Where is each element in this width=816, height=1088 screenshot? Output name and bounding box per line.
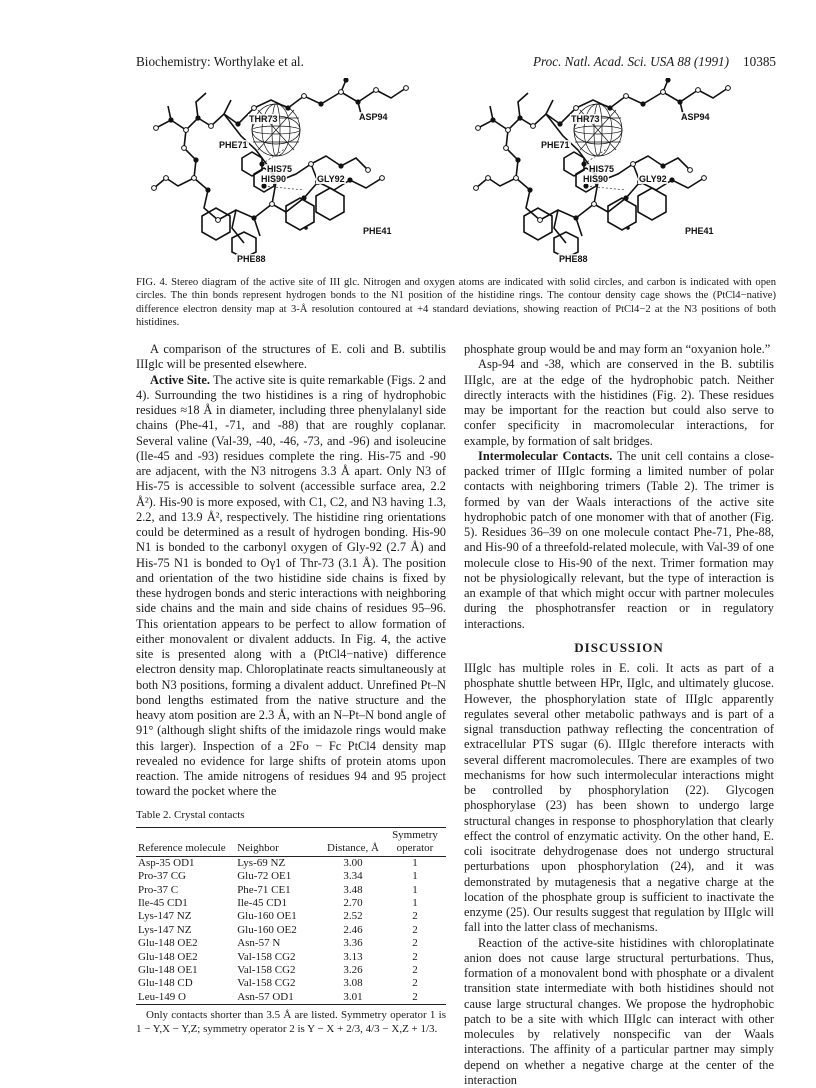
table-body (136, 856, 446, 1004)
cell-reference: Leu-149 O (136, 991, 235, 1005)
col-distance: Distance, Å (322, 827, 384, 856)
cell-neighbor: Ile-45 CD1 (235, 897, 322, 910)
label-his90: HIS90 (582, 174, 609, 184)
cell-symmetry: 2 (384, 937, 446, 950)
cell-symmetry: 2 (384, 910, 446, 923)
stereo-panel-right (462, 78, 762, 268)
active-site-paragraph (136, 373, 446, 800)
crystal-contacts-table (136, 827, 446, 1005)
cell-reference: Glu-148 OE2 (136, 937, 235, 950)
table-row (136, 977, 446, 990)
cell-reference: Glu-148 OE1 (136, 964, 235, 977)
cell-symmetry: 1 (384, 884, 446, 897)
label-phe88: PHE88 (558, 254, 589, 264)
col-neighbor: Neighbor (235, 827, 322, 856)
cell-reference: Glu-148 CD (136, 977, 235, 990)
stereo-figure (136, 78, 776, 268)
intermolecular-text: The unit cell contains a close-packed trimer of IIIglc forming a limited number of polar contacts with neighboring trimers (Table 2). The trimer is formed by van der Waals interactions of the active site hydrophobic patch of one monomer with that of another (Fig. 5). Residues 36–39 on one molecule contact Phe-71, Phe-88, and His-90 of a threefold-related molecule, with Val-39 of one molecule close to His-90 of the next. Trimer formation may not be physiologically relevant, but the type of interaction is an example of that which might occur with partner molecules during the phosphotransfer reaction or in regulatory interactions. (464, 449, 774, 631)
cell-distance: 3.26 (322, 964, 384, 977)
label-phe88: PHE88 (236, 254, 267, 264)
cell-neighbor: Glu-160 OE2 (235, 924, 322, 937)
cell-neighbor: Glu-72 OE1 (235, 870, 322, 883)
cell-symmetry: 2 (384, 924, 446, 937)
cell-neighbor: Asn-57 OD1 (235, 991, 322, 1005)
label-asp94: ASP94 (680, 112, 711, 122)
discussion-paragraph-1: IIIglc has multiple roles in E. coli. It acts as part of a phosphate shuttle between HPr, IIglc, and ultimately glucose. However, the phosphorylation state of IIIglc apparently regulates several other metabolic pathways and is part of a signal transduction pathway reflecting the concentration of extracellular PTS sugar (6). IIIglc therefore interacts with several different macromolecules. There are examples of two mechanisms for how such intermolecular interactions might be controlled by phosphorylation (22). Glycogen phosphorylase (23) has been shown to undergo large structural changes in response to phosphorylation that clearly effect the control of enzymatic activity. On the other hand, E. coli isocitrate dehydrogenase does not undergo structural perturbations upon phosphorylation (24), and it was demonstrated by mutagenesis that a negative charge at the location of the phosphate group is sufficient to inactivate the enzyme (25). Our results suggest that regulation by IIIglc will fall into the latter class of mechanisms. (464, 661, 774, 936)
cell-distance: 3.34 (322, 870, 384, 883)
label-his90: HIS90 (260, 174, 287, 184)
cell-neighbor: Lys-69 NZ (235, 856, 322, 870)
cell-reference: Lys-147 NZ (136, 924, 235, 937)
oxyanion-paragraph: phosphate group would be and may form an “oxyanion hole.” (464, 342, 774, 357)
journal-citation: Proc. Natl. Acad. Sci. USA 88 (1991) (533, 54, 729, 69)
label-thr73: THR73 (248, 114, 279, 124)
table-row (136, 870, 446, 883)
cell-reference: Asp-35 OD1 (136, 856, 235, 870)
comparison-paragraph: A comparison of the structures of E. coli and B. subtilis IIIglc will be presented elsewhere. (136, 342, 446, 373)
cell-distance: 3.13 (322, 951, 384, 964)
cell-reference: Ile-45 CD1 (136, 897, 235, 910)
cell-symmetry: 2 (384, 964, 446, 977)
cell-symmetry: 2 (384, 977, 446, 990)
cell-distance: 3.48 (322, 884, 384, 897)
col-symmetry-operator: Symmetry operator (384, 827, 446, 856)
table-row (136, 937, 446, 950)
label-asp94: ASP94 (358, 112, 389, 122)
discussion-paragraph-2: Reaction of the active-site histidines with chloroplatinate anion does not cause large structural perturbations. Thus, formation of a monovalent bond with phosphate or a divalent transition state intermediate with both histidines should not cause large structural changes. We propose the hydrophobic patch to be a site with which IIIglc can interact with other molecules by relatively nonspecific van der Waals interactions. The affinity of a particular partner may simply depend on whether a negative charge at the center of the interaction (464, 936, 774, 1088)
cell-neighbor: Phe-71 CE1 (235, 884, 322, 897)
intermolecular-heading: Intermolecular Contacts. (478, 449, 612, 463)
intermolecular-paragraph (464, 449, 774, 632)
cell-reference: Pro-37 CG (136, 870, 235, 883)
label-phe41: PHE41 (684, 226, 715, 236)
label-phe71: PHE71 (218, 140, 249, 150)
header-authors: Biochemistry: Worthylake et al. (136, 54, 304, 70)
table-row (136, 924, 446, 937)
cell-neighbor: Val-158 CG2 (235, 964, 322, 977)
cell-neighbor: Val-158 CG2 (235, 951, 322, 964)
stereo-panel-left (136, 78, 436, 268)
table-footnote: Only contacts shorter than 3.5 Å are listed. Symmetry operator 1 is 1 − Y,X − Y,Z; symmetry operator 2 is Y − X + 2/3, 4/3 − X,Z + 1/3. (136, 1009, 446, 1036)
label-his75: HIS75 (266, 164, 293, 174)
cell-distance: 2.46 (322, 924, 384, 937)
cell-distance: 2.70 (322, 897, 384, 910)
cell-symmetry: 1 (384, 870, 446, 883)
cell-distance: 3.36 (322, 937, 384, 950)
left-column (136, 342, 446, 1036)
cell-neighbor: Val-158 CG2 (235, 977, 322, 990)
cell-reference: Glu-148 OE2 (136, 951, 235, 964)
table-row (136, 964, 446, 977)
discussion-heading: DISCUSSION (464, 640, 774, 655)
table-header-row (136, 827, 446, 856)
cell-distance: 3.01 (322, 991, 384, 1005)
table-title: Table 2. Crystal contacts (136, 808, 446, 823)
right-column (464, 342, 774, 1088)
cell-distance: 2.52 (322, 910, 384, 923)
cell-neighbor: Asn-57 N (235, 937, 322, 950)
label-gly92: GLY92 (638, 174, 668, 184)
cell-reference: Lys-147 NZ (136, 910, 235, 923)
table-row (136, 884, 446, 897)
cell-symmetry: 2 (384, 951, 446, 964)
figure-caption: FIG. 4. Stereo diagram of the active site of III glc. Nitrogen and oxygen atoms are indicated with solid circles, and carbon is indicated with open circles. The thin bonds represent hydrogen bonds to the N1 position of the histidine rings. The contour density cage shows the (PtCl4−native) difference electron density map at 3-Å resolution contoured at +4 standard deviations, showing reaction of PtCl4−2 at the N3 positions of both histidines. (136, 276, 776, 330)
active-site-heading: Active Site. (150, 373, 210, 387)
cell-distance: 3.08 (322, 977, 384, 990)
cell-reference: Pro-37 C (136, 884, 235, 897)
table-row (136, 856, 446, 870)
asp94-paragraph: Asp-94 and -38, which are conserved in the B. subtilis IIIglc, are at the edge of the hydrophobic patch. Neither directly interacts with the histidines (Fig. 2). These residues may be important for the reaction but could also serve to confer specificity in macromolecular interactions, for example, by formation of salt bridges. (464, 357, 774, 449)
cell-neighbor: Glu-160 OE1 (235, 910, 322, 923)
header-journal (533, 54, 776, 70)
col-reference-molecule: Reference molecule (136, 827, 235, 856)
table-row (136, 951, 446, 964)
label-gly92: GLY92 (316, 174, 346, 184)
table-row (136, 991, 446, 1005)
active-site-text: The active site is quite remarkable (Figs. 2 and 4). Surrounding the two histidines is a ring of hydrophobic residues ≈18 Å in diameter, including three phenylalanyl side chains (Phe-41, -71, and -88) that are roughly coplanar. Several valine (Val-39, -40, -46, -73, and -96) and isoleucine (Ile-45 and -93) residues complete the ring. His-75 and -90 are adjacent, with the N3 nitrogens 3.3 Å apart. Only N3 of His-75 is accessible to solvent (accessible surface area, 2.2 Å²). His-90 is more exposed, with C1, C2, and N3 having 1.3, 2.2, and 13.9 Å², respectively. The histidine ring orientations could be determined as a result of hydrogen bonding. His-90 N1 is bonded to the carbonyl oxygen of Gly-92 (2.7 Å) and His-75 N1 is bonded to Oγ1 of Thr-73 (3.1 Å). The position and orientation of the two histidine side chains is fixed by these hydrogen bonds and steric interactions with neighboring side chains and the main and side chains of residues 95–96. This orientation appears to be perfect to allow formation of either monovalent or divalent adducts. In Fig. 4, the active site is presented along with a (PtCl4−native) difference electron density map. Chloroplatinate reacts simultaneously at both N3 positions, forming a divalent adduct. Unrefined Pt–N bond lengths estimated from the native structure and the heavy atom position are 2.3 Å, with an N–Pt–N bond angle of 91° (although slight shifts of the imidazole rings would make this larger). Inspection of a 2Fo − Fc PtCl4 density map revealed no evidence for large shifts of protein atoms upon reaction. The amide nitrogens of residues 94 and 95 project toward the pocket where the (136, 373, 446, 799)
label-thr73: THR73 (570, 114, 601, 124)
label-his75: HIS75 (588, 164, 615, 174)
label-phe41: PHE41 (362, 226, 393, 236)
table-row (136, 910, 446, 923)
label-phe71: PHE71 (540, 140, 571, 150)
cell-distance: 3.00 (322, 856, 384, 870)
page-number: 10385 (743, 54, 776, 69)
cell-symmetry: 1 (384, 856, 446, 870)
cell-symmetry: 1 (384, 897, 446, 910)
cell-symmetry: 2 (384, 991, 446, 1005)
table-row (136, 897, 446, 910)
